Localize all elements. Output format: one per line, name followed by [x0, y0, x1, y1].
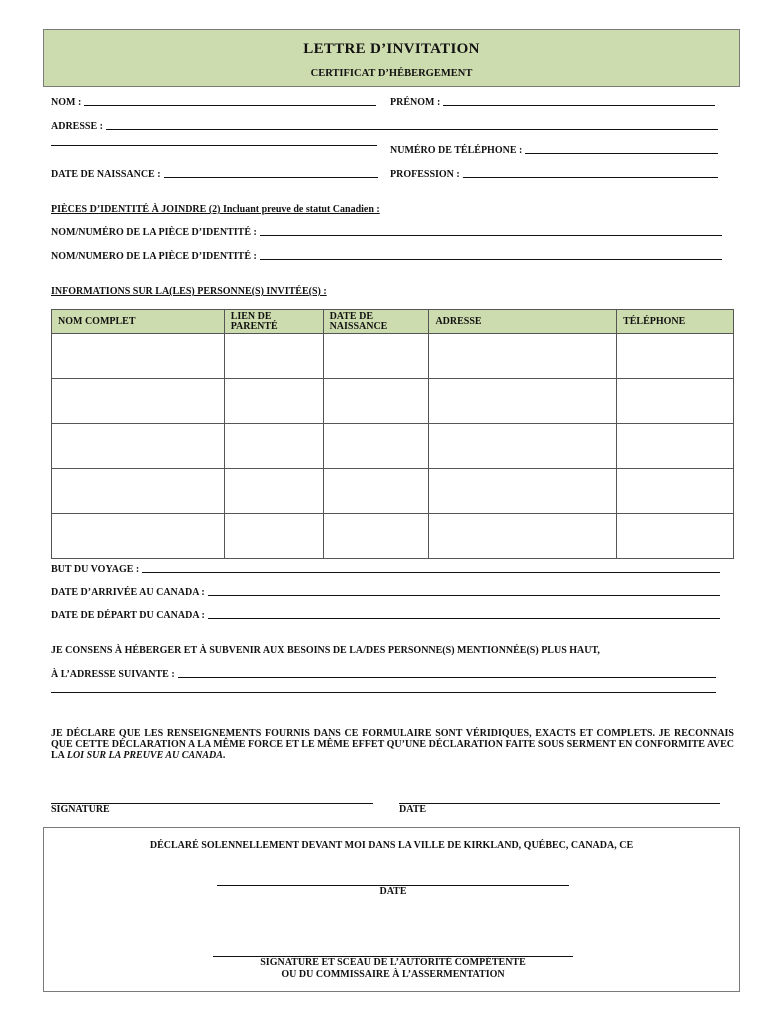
solemn-text: DÉCLARÉ SOLENNELLEMENT DEVANT MOI DANS LA VILLE DE KIRKLAND, QUÉBEC, CANADA, CE	[149, 840, 634, 851]
guest-cell[interactable]	[617, 424, 734, 469]
consent-adresse-line-2-rule[interactable]	[51, 692, 716, 693]
consent-adresse-label: À L’ADRESSE SUIVANTE :	[51, 669, 175, 680]
guest-cell[interactable]	[617, 514, 734, 559]
ids-heading: PIÈCES D’IDENTITÉ À JOINDRE (2) Incluant preuve de statut Canadien :	[51, 204, 380, 215]
prenom-field[interactable]	[390, 97, 715, 108]
telephone-field[interactable]	[390, 145, 718, 156]
nom-line[interactable]	[84, 105, 376, 106]
table-row	[52, 424, 734, 469]
authority-line-2: OU DU COMMISSAIRE À L’ASSERMENTATION	[281, 969, 505, 980]
guests-table	[51, 309, 734, 559]
solemn-box	[43, 827, 740, 992]
declaration-law: LOI SUR LA PREUVE AU CANADA	[66, 750, 223, 761]
but-field[interactable]	[51, 564, 720, 575]
col-adresse: ADRESSE	[429, 310, 617, 334]
but-label: BUT DU VOYAGE :	[51, 564, 140, 575]
table-row	[52, 469, 734, 514]
guest-cell[interactable]	[429, 424, 617, 469]
guest-cell[interactable]	[52, 379, 225, 424]
table-row	[52, 514, 734, 559]
guest-cell[interactable]	[52, 334, 225, 379]
guest-cell[interactable]	[52, 469, 225, 514]
consent-adresse-line[interactable]	[178, 677, 716, 678]
col-date-naissance: DATE DE NAISSANCE	[323, 310, 429, 334]
arrivee-line[interactable]	[208, 595, 720, 596]
guest-cell[interactable]	[429, 469, 617, 514]
col-lien-parente: LIEN DE PARENTÉ	[224, 310, 323, 334]
form-title: LETTRE D’INVITATION	[303, 41, 480, 57]
authority-line-1: SIGNATURE ET SCEAU DE L’AUTORITÉ COMPÉTENTE	[260, 957, 526, 968]
depart-label: DATE DE DÉPART DU CANADA :	[51, 610, 205, 621]
adresse-label: ADRESSE :	[51, 121, 103, 132]
piece2-field[interactable]	[51, 251, 722, 262]
profession-field[interactable]	[390, 169, 718, 180]
form-subtitle: CERTIFICAT D’HÉBERGEMENT	[310, 68, 473, 79]
prenom-line[interactable]	[443, 105, 715, 106]
guest-cell[interactable]	[429, 334, 617, 379]
adresse-line[interactable]	[106, 129, 718, 130]
form-header	[43, 29, 740, 87]
guest-cell[interactable]	[617, 379, 734, 424]
guests-header-row	[52, 310, 734, 334]
depart-line[interactable]	[208, 618, 720, 619]
piece2-line[interactable]	[260, 259, 722, 260]
naissance-field[interactable]	[51, 169, 378, 180]
guest-cell[interactable]	[224, 469, 323, 514]
declaration-text: JE DÉCLARE QUE LES RENSEIGNEMENTS FOURNIS DANS CE FORMULAIRE SONT VÉRIDIQUES, EXACTS ET COMPLETS. JE RECONNAIS QUE CETTE DÉCLARATION A LA MÊME FORCE ET LE MÊME EFFET QU’UNE DÉCLARATION FAITE SOUS SERMENT EN CONFORMITE AVEC LA	[51, 728, 734, 761]
guest-cell[interactable]	[323, 424, 429, 469]
adresse-line-2-rule[interactable]	[51, 145, 377, 146]
guest-cell[interactable]	[52, 424, 225, 469]
guest-cell[interactable]	[429, 514, 617, 559]
guest-cell[interactable]	[323, 334, 429, 379]
profession-line[interactable]	[463, 177, 718, 178]
consent-adresse-field[interactable]	[51, 669, 716, 680]
piece1-label: NOM/NUMÉRO DE LA PIÈCE D’IDENTITÉ :	[51, 227, 257, 238]
guest-cell[interactable]	[617, 334, 734, 379]
arrivee-label: DATE D’ARRIVÉE AU CANADA :	[51, 587, 205, 598]
telephone-label: NUMÉRO DE TÉLÉPHONE :	[390, 145, 523, 156]
guest-cell[interactable]	[323, 379, 429, 424]
table-row	[52, 379, 734, 424]
piece1-field[interactable]	[51, 227, 722, 238]
consent-text: JE CONSENS À HÉBERGER ET À SUBVENIR AUX BESOINS DE LA/DES PERSONNE(S) MENTIONNÉE(S) PLUS HAUT,	[51, 645, 600, 656]
solemn-date-label: DATE	[379, 886, 407, 897]
guest-cell[interactable]	[617, 469, 734, 514]
but-line[interactable]	[142, 572, 720, 573]
nom-field[interactable]	[51, 97, 376, 108]
guest-cell[interactable]	[323, 469, 429, 514]
prenom-label: PRÉNOM :	[390, 97, 441, 108]
profession-label: PROFESSION :	[390, 169, 460, 180]
guest-cell[interactable]	[429, 379, 617, 424]
signature-date-label: DATE	[399, 804, 427, 815]
guest-cell[interactable]	[52, 514, 225, 559]
guest-cell[interactable]	[224, 424, 323, 469]
guest-cell[interactable]	[224, 514, 323, 559]
arrivee-field[interactable]	[51, 587, 720, 598]
naissance-line[interactable]	[164, 177, 378, 178]
signature-label: SIGNATURE	[51, 804, 110, 815]
nom-label: NOM :	[51, 97, 82, 108]
table-row	[52, 334, 734, 379]
col-telephone: TÉLÉPHONE	[617, 310, 734, 334]
guests-heading: INFORMATIONS SUR LA(LES) PERSONNE(S) INVITÉE(S) :	[51, 286, 327, 297]
piece2-label: NOM/NUMERO DE LA PIÈCE D’IDENTITÉ :	[51, 251, 257, 262]
declaration-paragraph	[51, 728, 734, 761]
depart-field[interactable]	[51, 610, 720, 621]
consent-adresse-line-2[interactable]	[51, 692, 716, 695]
guest-cell[interactable]	[224, 334, 323, 379]
telephone-line[interactable]	[525, 153, 718, 154]
naissance-label: DATE DE NAISSANCE :	[51, 169, 161, 180]
guest-cell[interactable]	[323, 514, 429, 559]
authority-label	[213, 957, 573, 981]
adresse-field[interactable]	[51, 121, 718, 132]
adresse-line-2[interactable]	[51, 145, 377, 148]
piece1-line[interactable]	[260, 235, 722, 236]
col-nom-complet: NOM COMPLET	[52, 310, 225, 334]
signature-date-line[interactable]	[399, 803, 720, 804]
guest-cell[interactable]	[224, 379, 323, 424]
declaration-end: .	[222, 750, 226, 761]
